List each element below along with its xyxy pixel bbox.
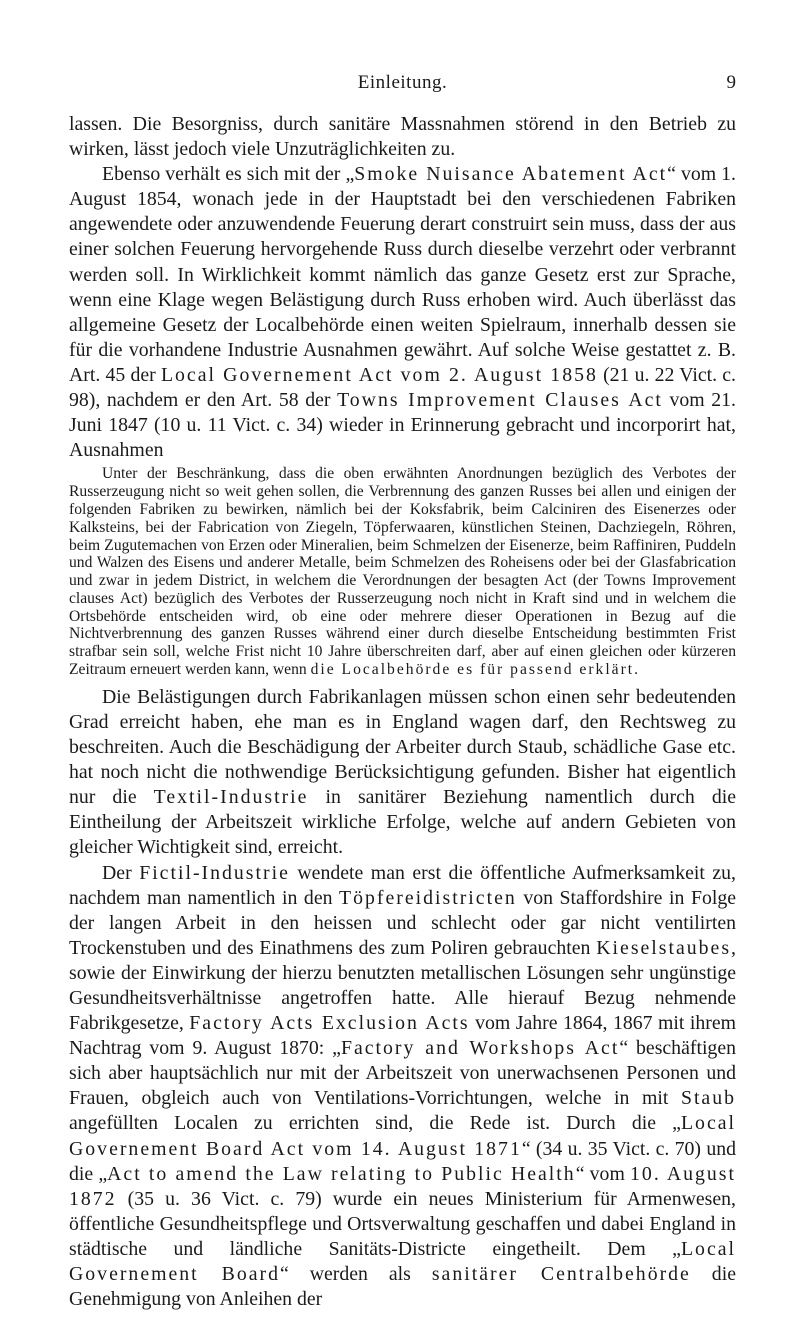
spaced-emphasis-text: Factory and Workshops Act xyxy=(340,1037,620,1060)
text-run: in sanitärer Beziehung namentlich durch die Eintheilung der Arbeitszeit wirkliche Erfolge, welche auf andern Gebieten von gleicher Wichtigkeit sind, erreicht. xyxy=(69,786,736,859)
running-head-title: Einleitung. xyxy=(357,72,448,93)
footnote-block xyxy=(69,465,736,679)
text-run: Ebenso verhält es sich mit der „ xyxy=(102,163,355,186)
spaced-emphasis-text: Local Governement Board xyxy=(69,1237,736,1286)
spaced-emphasis-text: Textil-Industrie xyxy=(153,786,309,809)
small-print-paragraph xyxy=(69,465,736,679)
page-number: 9 xyxy=(726,72,736,93)
spaced-emphasis-text: 10. August 1872 xyxy=(69,1162,737,1210)
text-run: wendete man erst die öffentliche Aufmerksamkeit zu, nachdem man namentlich in den xyxy=(69,861,736,909)
text-run: vom Jahre 1864, 1867 mit ihrem Nachtrag vom 9. August 1870: „ xyxy=(69,1012,736,1060)
text-run: die Genehmigung von Anleihen der xyxy=(69,1263,736,1311)
spaced-emphasis-text: Staub xyxy=(680,1087,736,1110)
text-run: vom 21. Juni 1847 (10 u. 11 Vict. c. 34) wieder in Erinnerung gebracht und incorporirt hat, Ausnahmen xyxy=(69,389,736,462)
spaced-emphasis-text: Töpfereidistricten xyxy=(339,886,517,909)
text-run: angefüllten Localen zu errichten sind, die Rede ist. Durch die „ xyxy=(69,1112,681,1135)
spaced-emphasis-text: Local Governement Act vom 2. August 1858 xyxy=(160,363,598,386)
text-run: “ vom 1. August 1854, wonach jede in der Hauptstadt bei den verschiedenen Fabriken angewendete oder anzuwendende Feuerung derart construirt sein muss, dass der aus einer solchen Feuerung hervorgehende Russ durch dieselbe verzehrt oder verbrannt werden soll. In Wirklichkeit kommt nämlich das ganze Gesetz erst zur Sprache, wenn eine Klage wegen Belästigung durch Russ erhoben wird. Auch überlässt das allgemeine Gesetz der Localbehörde einen weiten Spielraum, innerhalb dessen sie für die vorhandene Industrie Ausnahmen gewährt. Auf solche Weise gestattet z. B. Art. 45 der xyxy=(69,163,736,386)
spaced-emphasis-text: Kieselstaubes xyxy=(596,936,732,959)
body-paragraph xyxy=(69,861,736,1313)
spaced-emphasis-text: Local Governement Board Act vom 14. August 1871 xyxy=(69,1112,736,1160)
body-paragraph xyxy=(69,112,736,162)
text-run: lassen. Die Besorgniss, durch sanitäre Massnahmen störend in den Betrieb zu wirken, lässt jedoch viele Unzuträglichkeiten zu. xyxy=(69,113,736,161)
body-paragraph xyxy=(69,685,736,861)
text-run: “ (34 u. 35 Vict. c. 70) und die „ xyxy=(69,1137,736,1185)
text-run: (35 u. 36 Vict. c. 79) wurde ein neues Ministerium für Armenwesen, öffentliche Gesundheitspflege und Ortsverwaltung geschaffen und dabei England in städtische und ländliche Sanitäts-Districte eingetheilt. Dem „ xyxy=(69,1187,736,1260)
spaced-emphasis-text: Smoke Nuisance Abatement Act xyxy=(354,163,668,186)
spaced-emphasis-text: Act to amend the Law relating to Public Health xyxy=(107,1162,576,1185)
spaced-emphasis-text: Towns Improvement Clauses Act xyxy=(337,389,663,412)
running-head xyxy=(69,72,736,106)
body-paragraph xyxy=(69,162,736,463)
text-run: “ vom xyxy=(575,1162,631,1185)
text-run: , sowie der Einwirkung der hierzu benutzten metallischen Lösungen sehr ungünstige Gesundheitsverhältnisse angetroffen hatte. Alle hierauf Bezug nehmende Fabrikgesetze, xyxy=(69,936,736,1035)
body-text xyxy=(69,112,736,1312)
text-run: (21 u. 22 Vict. c. 98), nachdem er den Art. 58 der xyxy=(69,363,736,412)
text-run: Der xyxy=(102,861,140,884)
text-run: Unter der Beschränkung, dass die oben erwähnten Anordnungen bezüglich des Verbotes der Russerzeugung nicht so weit gehen sollen, die Verbrennung des ganzen Russes bei allen und einigen der folgenden Fabriken zu bewirken, nämlich bei der Koksfabrik, beim Calciniren des Eisenerzes oder Kalksteins, bei der Fabrication von Ziegeln, Töpferwaaren, künstlichen Steinen, Dachziegeln, Röhren, beim Zugutemachen von Erzen oder Mineralien, beim Schmelzen der Eisenerze, beim Raffiniren, Puddeln und Walzen des Eisens und anderer Metalle, beim Schmelzen des Roheisens oder bei der Glasfabrication und zwar in jedem District, in welchem die Verordnungen der besagten Act (der Towns Improvement clauses Act) bezüglich des Verbotes der Russerzeugung noch nicht in Kraft sind und in welchem die Ortsbehörde entscheiden wird, ob eine oder mehrere dieser Operationen in Bezug auf die Nichtverbrennung des ganzen Russes während einer durch dieselbe Entscheidung bestimmten Frist strafbar sein soll, welche Frist nicht 10 Jahre überschreiten darf, aber auf einen gleichen oder kürzeren Zeitraum erneuert werden kann, wenn xyxy=(69,465,736,679)
spaced-emphasis-text: die Localbehörde es für passend erklärt. xyxy=(310,661,641,679)
text-run: von Staffordshire in Folge der langen Arbeit in den heissen und schlecht oder gar nicht ventilirten Trockenstuben und des Einathmens des zum Poliren gebrauchten xyxy=(69,886,737,959)
spaced-emphasis-text: Fictil-Industrie xyxy=(139,861,290,884)
text-run: “ beschäftigen sich aber hauptsächlich nur mit der Arbeitszeit von unerwachsenen Personen und Frauen, obgleich auch von Ventilations-Vorrichtungen, welche in mit xyxy=(69,1037,736,1110)
text-run: Die Belästigungen durch Fabrikanlagen müssen schon einen sehr bedeutenden Grad erreicht haben, ehe man es in England wagen darf, den Rechtsweg zu beschreiten. Auch die Beschädigung der Arbeiter durch Staub, schädliche Gase etc. hat noch nicht die nothwendige Berücksichtigung gefunden. Bisher hat eigentlich nur die xyxy=(69,685,736,809)
spaced-emphasis-text: sanitärer Centralbehörde xyxy=(431,1263,691,1286)
spaced-emphasis-text: Factory Acts Exclusion Acts xyxy=(189,1012,470,1035)
text-run: “ werden als xyxy=(279,1263,432,1286)
